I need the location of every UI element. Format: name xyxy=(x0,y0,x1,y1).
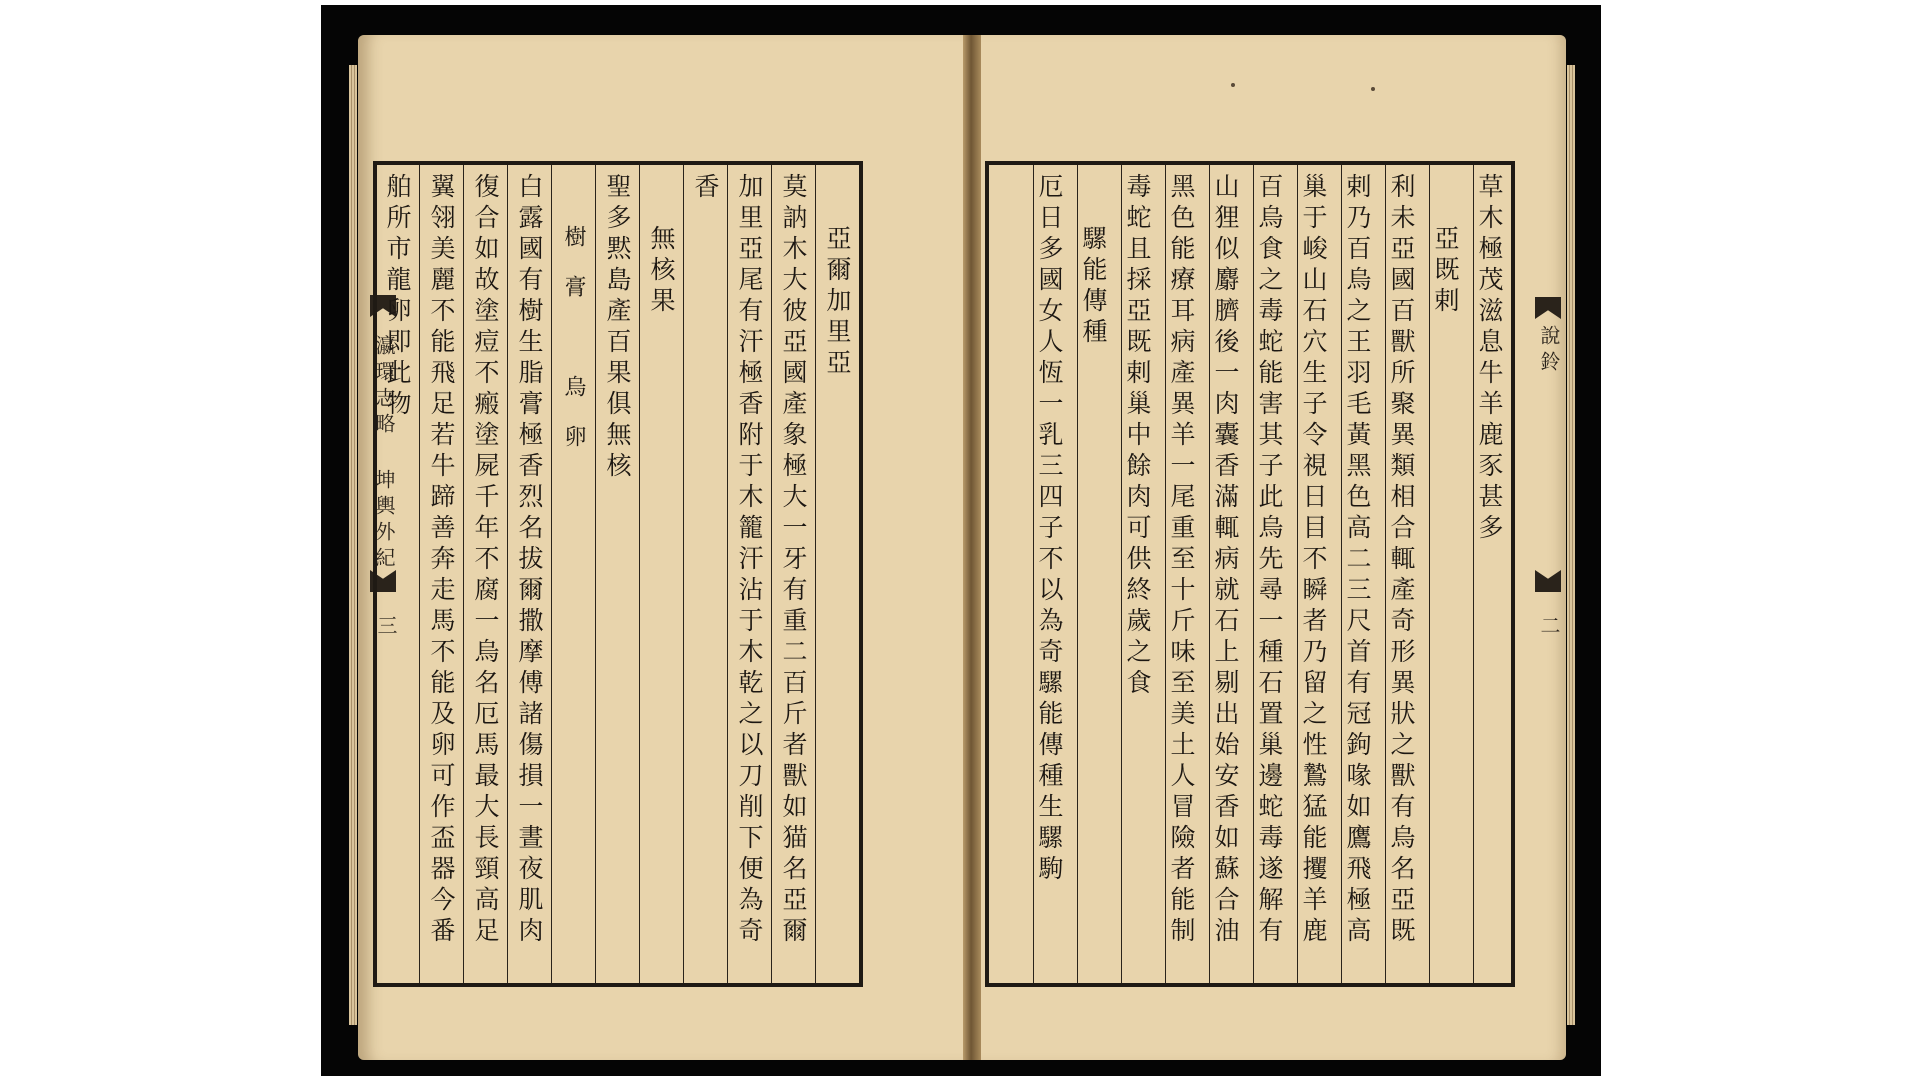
column-rule xyxy=(463,165,464,983)
text-column: 黑色能療耳病產異羊一尾重至十斤味至美土人冒險者能制 xyxy=(1167,173,1196,948)
column-rule xyxy=(815,165,816,983)
fish-tail-mark-icon xyxy=(1535,297,1561,319)
column-rule xyxy=(771,165,772,983)
text-column: 百烏食之毒蛇能害其子此烏先尋一種石置巢邊蛇毒遂解有 xyxy=(1255,173,1284,948)
right-page-folio: 二 xyxy=(1537,615,1561,641)
text-column: 騾能傳種 xyxy=(1079,225,1108,349)
right-page-stack-edge xyxy=(1567,65,1575,1025)
text-column: 亞爾加里亞 xyxy=(823,225,852,380)
text-column: 亞既剌 xyxy=(1431,225,1460,318)
column-rule xyxy=(551,165,552,983)
paper-speck xyxy=(1231,83,1235,87)
right-page-margin-title: 說鈴 xyxy=(1537,325,1561,377)
right-text-panel xyxy=(985,161,1515,987)
text-column: 香 xyxy=(691,173,720,204)
left-page-folio: 三 xyxy=(374,615,398,641)
book-gutter xyxy=(963,35,981,1060)
column-rule xyxy=(507,165,508,983)
fish-tail-mark-icon xyxy=(1535,570,1561,592)
text-column: 樹膏 烏卵 xyxy=(561,225,586,475)
text-column: 聖多黙島產百果俱無核 xyxy=(603,173,632,483)
column-rule xyxy=(419,165,420,983)
text-column: 毒蛇且採亞既剌巢中餘肉可供終歲之食 xyxy=(1123,173,1152,700)
column-rule xyxy=(727,165,728,983)
text-column: 莫訥木大彼亞國產象極大一牙有重二百斤者獸如猫名亞爾 xyxy=(779,173,808,948)
left-page xyxy=(358,35,963,1060)
column-rule xyxy=(639,165,640,983)
text-column: 舶所市龍卵即此物 xyxy=(383,173,412,421)
right-page xyxy=(981,35,1566,1060)
column-rule xyxy=(683,165,684,983)
text-column: 巢于峻山石穴生子令視日目不瞬者乃留之性鷙猛能攫羊鹿 xyxy=(1299,173,1328,948)
book-photo-frame xyxy=(321,5,1601,1076)
text-column: 剌乃百烏之王羽毛黃黑色高二三尺首有冠鉤喙如鷹飛極高 xyxy=(1343,173,1372,948)
text-column: 草木極茂滋息牛羊鹿豕甚多 xyxy=(1475,173,1504,545)
text-column: 復合如故塗痘不瘢塗屍千年不腐一烏名厄馬最大長頸高足 xyxy=(471,173,500,948)
column-rule xyxy=(595,165,596,983)
left-page-margin-title: 瀛環志略 坤輿外紀 xyxy=(372,335,396,573)
left-text-panel xyxy=(373,161,863,987)
text-column: 山狸似麝臍後一肉囊香滿輒病就石上剔出始安香如蘇合油 xyxy=(1211,173,1240,948)
text-column: 翼翎美麗不能飛足若牛蹄善奔走馬不能及卵可作盃器今番 xyxy=(427,173,456,948)
text-column: 無核果 xyxy=(647,225,676,318)
text-column: 厄日多國女人恆一乳三四子不以為奇騾能傳種生騾駒 xyxy=(1035,173,1064,886)
paper-speck xyxy=(1371,87,1375,91)
text-column: 利未亞國百獸所聚異類相合輒產奇形異狀之獸有烏名亞既 xyxy=(1387,173,1416,948)
left-page-stack-edge xyxy=(349,65,357,1025)
text-column: 加里亞尾有汗極香附于木籠汗沾于木乾之以刀削下便為奇 xyxy=(735,173,764,948)
text-column: 白露國有樹生脂膏極香烈名拔爾撒摩傅諸傷損一晝夜肌肉 xyxy=(515,173,544,948)
